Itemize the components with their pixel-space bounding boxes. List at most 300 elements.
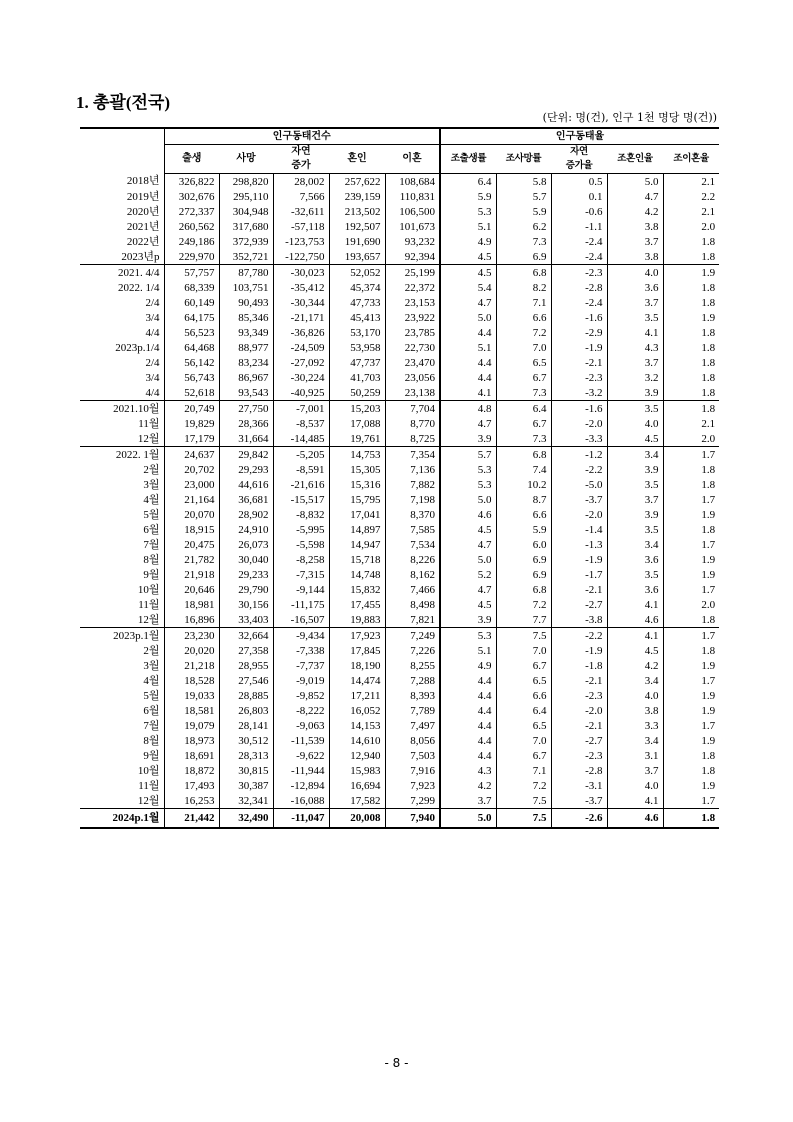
table-cell: 5.0	[440, 310, 496, 325]
table-cell: 4.3	[440, 763, 496, 778]
table-cell: -3.7	[551, 492, 607, 507]
table-cell: -8,832	[273, 507, 329, 522]
table-cell: 6.0	[496, 537, 551, 552]
table-cell: 21,918	[164, 567, 219, 582]
table-cell: 27,546	[219, 673, 273, 688]
table-cell: 15,832	[329, 582, 385, 597]
table-cell: 5.2	[440, 567, 496, 582]
table-cell: 56,523	[164, 325, 219, 340]
table-cell: 4.1	[607, 628, 663, 644]
table-row	[80, 582, 719, 597]
table-cell: -1.2	[551, 447, 607, 463]
table-cell: 3.9	[607, 385, 663, 401]
table-row	[80, 763, 719, 778]
table-cell: 1.7	[663, 793, 719, 809]
table-cell: 17,493	[164, 778, 219, 793]
table-cell: 4.7	[607, 189, 663, 204]
table-cell: 7,704	[385, 401, 440, 417]
table-cell: -122,750	[273, 249, 329, 265]
table-cell: 23,785	[385, 325, 440, 340]
table-cell: 25,199	[385, 265, 440, 281]
table-cell: 7,226	[385, 643, 440, 658]
table-cell: 2.1	[663, 416, 719, 431]
table-cell: 23,056	[385, 370, 440, 385]
table-cell: 5.1	[440, 643, 496, 658]
table-row	[80, 431, 719, 447]
row-label: 5월	[143, 689, 160, 702]
table-cell: 56,743	[164, 370, 219, 385]
table-cell: 3.3	[607, 718, 663, 733]
table-cell: 7,288	[385, 673, 440, 688]
table-cell: 19,079	[164, 718, 219, 733]
unit-note: (단위: 명(건), 인구 1천 명당 명(건))	[542, 111, 717, 124]
table-cell: 6.7	[496, 370, 551, 385]
table-cell: -0.6	[551, 204, 607, 219]
page-number: - 8 -	[384, 1056, 409, 1070]
table-cell: -5,205	[273, 447, 329, 463]
table-cell: 1.7	[663, 628, 719, 644]
table-cell: 1.8	[663, 748, 719, 763]
table-cell: 3.4	[607, 447, 663, 463]
row-label: 5월	[143, 508, 160, 521]
table-cell: 8.7	[496, 492, 551, 507]
table-cell: 28,885	[219, 688, 273, 703]
table-cell: 8,498	[385, 597, 440, 612]
table-cell: 3.9	[607, 462, 663, 477]
table-cell: 7,534	[385, 537, 440, 552]
table-cell: 14,748	[329, 567, 385, 582]
table-cell: 23,470	[385, 355, 440, 370]
table-cell: 19,033	[164, 688, 219, 703]
row-label: 11월	[138, 417, 160, 430]
table-row	[80, 567, 719, 582]
table-row	[80, 462, 719, 477]
table-cell: -1.6	[551, 310, 607, 325]
table-cell: 7,249	[385, 628, 440, 644]
table-cell: 17,179	[164, 431, 219, 447]
table-cell: 1.9	[663, 703, 719, 718]
table-cell: 4.6	[440, 507, 496, 522]
table-cell: 1.9	[663, 778, 719, 793]
table-cell: 6.4	[496, 703, 551, 718]
table-cell: -1.9	[551, 552, 607, 567]
table-row	[80, 280, 719, 295]
table-cell: 3.6	[607, 280, 663, 295]
table-cell: -9,852	[273, 688, 329, 703]
table-cell: -2.0	[551, 416, 607, 431]
table-cell: 4.4	[440, 355, 496, 370]
table-cell: 5.8	[496, 174, 551, 190]
row-label: 3월	[143, 659, 160, 672]
table-cell: 5.9	[496, 204, 551, 219]
table-cell: -5,598	[273, 537, 329, 552]
table-cell: 3.5	[607, 310, 663, 325]
table-cell: 4.5	[440, 249, 496, 265]
table-cell: -11,047	[273, 809, 329, 829]
row-label: 10월	[137, 764, 160, 777]
table-cell: 3.7	[607, 763, 663, 778]
table-cell: 2.0	[663, 431, 719, 447]
table-cell: -16,088	[273, 793, 329, 809]
table-row	[80, 628, 719, 644]
table-cell: -1.6	[551, 401, 607, 417]
table-cell: 23,153	[385, 295, 440, 310]
table-cell: 7.0	[496, 733, 551, 748]
table-cell: 7,503	[385, 748, 440, 763]
table-cell: 298,820	[219, 174, 273, 190]
column-header: 이혼	[385, 145, 440, 174]
table-cell: 5.7	[440, 447, 496, 463]
table-cell: 7,923	[385, 778, 440, 793]
table-cell: 45,413	[329, 310, 385, 325]
table-cell: -1.1	[551, 219, 607, 234]
table-cell: 4.7	[440, 537, 496, 552]
table-cell: 32,490	[219, 809, 273, 829]
column-header: 조출생률	[440, 145, 496, 174]
table-row	[80, 492, 719, 507]
table-cell: -5,995	[273, 522, 329, 537]
table-cell: 4.4	[440, 733, 496, 748]
table-cell: 24,910	[219, 522, 273, 537]
table-row	[80, 401, 719, 417]
column-header: 혼인	[329, 145, 385, 174]
table-cell: 7,940	[385, 809, 440, 829]
table-cell: -2.7	[551, 733, 607, 748]
table-cell: 260,562	[164, 219, 219, 234]
row-label: 2023p.1월	[80, 628, 164, 644]
table-cell: 5.3	[440, 462, 496, 477]
population-dynamics-table	[80, 127, 719, 829]
table-cell: 19,829	[164, 416, 219, 431]
table-cell: -57,118	[273, 219, 329, 234]
table-cell: 8,255	[385, 658, 440, 673]
table-cell: 1.8	[663, 370, 719, 385]
row-label: 2023p.1/4	[115, 341, 160, 354]
table-cell: 21,782	[164, 552, 219, 567]
table-cell: 1.8	[663, 763, 719, 778]
table-cell: 1.8	[663, 280, 719, 295]
table-cell: 3.8	[607, 219, 663, 234]
table-cell: 28,366	[219, 416, 273, 431]
row-label: 12월	[137, 794, 160, 807]
table-cell: 7.2	[496, 597, 551, 612]
table-cell: 52,618	[164, 385, 219, 401]
table-row	[80, 703, 719, 718]
table-cell: -27,092	[273, 355, 329, 370]
table-cell: -2.8	[551, 280, 607, 295]
table-cell: -21,616	[273, 477, 329, 492]
table-cell: 7.3	[496, 234, 551, 249]
row-label: 2023년p	[121, 250, 160, 263]
table-cell: -1.4	[551, 522, 607, 537]
table-cell: 2.2	[663, 189, 719, 204]
table-cell: 3.7	[607, 355, 663, 370]
table-cell: 28,141	[219, 718, 273, 733]
table-cell: 17,845	[329, 643, 385, 658]
table-cell: 23,138	[385, 385, 440, 401]
table-cell: 7.1	[496, 763, 551, 778]
table-cell: 295,110	[219, 189, 273, 204]
table-cell: 3.6	[607, 582, 663, 597]
table-row	[80, 447, 719, 463]
table-row	[80, 385, 719, 401]
table-cell: 6.5	[496, 673, 551, 688]
table-row	[80, 507, 719, 522]
table-row	[80, 612, 719, 628]
table-cell: 44,616	[219, 477, 273, 492]
table-cell: 30,040	[219, 552, 273, 567]
table-cell: 17,455	[329, 597, 385, 612]
table-row	[80, 688, 719, 703]
table-cell: 1.7	[663, 673, 719, 688]
table-cell: 28,902	[219, 507, 273, 522]
table-cell: 52,052	[329, 265, 385, 281]
table-cell: 20,020	[164, 643, 219, 658]
table-cell: 16,694	[329, 778, 385, 793]
table-cell: 1.7	[663, 492, 719, 507]
table-cell: 7,497	[385, 718, 440, 733]
table-cell: 20,070	[164, 507, 219, 522]
table-cell: -2.0	[551, 507, 607, 522]
table-cell: 1.8	[663, 295, 719, 310]
table-cell: 5.0	[440, 492, 496, 507]
table-cell: -3.8	[551, 612, 607, 628]
table-row	[80, 733, 719, 748]
table-cell: 6.6	[496, 310, 551, 325]
table-cell: 326,822	[164, 174, 219, 190]
row-label: 8월	[143, 734, 160, 747]
table-cell: 18,973	[164, 733, 219, 748]
row-label: 11월	[138, 598, 160, 611]
table-cell: 7,354	[385, 447, 440, 463]
table-row	[80, 793, 719, 809]
table-cell: 5.3	[440, 477, 496, 492]
table-cell: 18,528	[164, 673, 219, 688]
table-cell: 3.9	[440, 612, 496, 628]
table-cell: 4.0	[607, 778, 663, 793]
table-cell: 6.7	[496, 416, 551, 431]
table-cell: 19,883	[329, 612, 385, 628]
table-cell: 15,316	[329, 477, 385, 492]
table-cell: 92,394	[385, 249, 440, 265]
table-cell: 19,761	[329, 431, 385, 447]
total-row	[80, 809, 719, 829]
table-cell: 30,156	[219, 597, 273, 612]
table-cell: -7,737	[273, 658, 329, 673]
table-cell: 18,691	[164, 748, 219, 763]
table-cell: 8,725	[385, 431, 440, 447]
row-label: 2020년	[126, 205, 160, 218]
table-cell: 3.5	[607, 401, 663, 417]
table-cell: 7,789	[385, 703, 440, 718]
table-row	[80, 673, 719, 688]
table-cell: -15,517	[273, 492, 329, 507]
table-cell: 4.4	[440, 673, 496, 688]
column-header: 조이혼율	[663, 145, 719, 174]
table-cell: 4.5	[607, 643, 663, 658]
table-cell: 103,751	[219, 280, 273, 295]
table-cell: 26,073	[219, 537, 273, 552]
table-cell: 7,466	[385, 582, 440, 597]
table-cell: 15,983	[329, 763, 385, 778]
row-label: 9월	[143, 749, 160, 762]
table-cell: 93,543	[219, 385, 273, 401]
table-cell: 4.1	[607, 597, 663, 612]
table-cell: 14,753	[329, 447, 385, 463]
table-cell: -40,925	[273, 385, 329, 401]
table-cell: -1.8	[551, 658, 607, 673]
table-cell: 10.2	[496, 477, 551, 492]
table-cell: -8,591	[273, 462, 329, 477]
table-cell: 24,637	[164, 447, 219, 463]
table-cell: 7,299	[385, 793, 440, 809]
table-cell: 87,780	[219, 265, 273, 281]
table-cell: 23,230	[164, 628, 219, 644]
table-cell: 6.5	[496, 718, 551, 733]
table-cell: -2.2	[551, 462, 607, 477]
table-cell: 106,500	[385, 204, 440, 219]
table-cell: -2.4	[551, 234, 607, 249]
row-label: 4/4	[145, 326, 160, 339]
table-cell: 17,582	[329, 793, 385, 809]
table-cell: 1.9	[663, 733, 719, 748]
table-cell: 302,676	[164, 189, 219, 204]
row-label: 7월	[143, 538, 160, 551]
table-cell: 7.2	[496, 325, 551, 340]
row-label: 9월	[143, 568, 160, 581]
group-header-counts: 인구동태건수	[164, 128, 440, 145]
table-cell: 31,664	[219, 431, 273, 447]
table-cell: 6.7	[496, 748, 551, 763]
table-cell: 1.8	[663, 385, 719, 401]
table-cell: 304,948	[219, 204, 273, 219]
table-cell: 3.7	[440, 793, 496, 809]
table-cell: 5.1	[440, 219, 496, 234]
table-cell: 3.1	[607, 748, 663, 763]
table-cell: 14,153	[329, 718, 385, 733]
row-label: 3/4	[145, 371, 160, 384]
row-label: 6월	[143, 704, 160, 717]
table-cell: 17,041	[329, 507, 385, 522]
table-cell: 22,730	[385, 340, 440, 355]
table-row	[80, 552, 719, 567]
table-cell: 4.4	[440, 748, 496, 763]
table-cell: 28,313	[219, 748, 273, 763]
table-cell: -2.9	[551, 325, 607, 340]
table-cell: 191,690	[329, 234, 385, 249]
row-label: 12월	[137, 432, 160, 445]
table-cell: 1.9	[663, 507, 719, 522]
table-cell: 1.9	[663, 658, 719, 673]
table-cell: 8,226	[385, 552, 440, 567]
table-cell: 372,939	[219, 234, 273, 249]
table-cell: 16,052	[329, 703, 385, 718]
table-cell: 41,703	[329, 370, 385, 385]
table-cell: 1.8	[663, 462, 719, 477]
table-cell: -8,258	[273, 552, 329, 567]
table-cell: 7,136	[385, 462, 440, 477]
table-cell: 6.9	[496, 552, 551, 567]
table-cell: 2.0	[663, 597, 719, 612]
table-cell: 93,349	[219, 325, 273, 340]
table-cell: -9,144	[273, 582, 329, 597]
table-cell: 6.8	[496, 447, 551, 463]
column-header: 자연 증가	[273, 145, 329, 174]
table-cell: 4.0	[607, 265, 663, 281]
table-cell: 20,749	[164, 401, 219, 417]
table-cell: 30,815	[219, 763, 273, 778]
row-label: 2월	[143, 463, 160, 476]
table-cell: -8,222	[273, 703, 329, 718]
table-cell: 85,346	[219, 310, 273, 325]
table-cell: -7,315	[273, 567, 329, 582]
table-cell: 30,387	[219, 778, 273, 793]
table-cell: 1.9	[663, 310, 719, 325]
table-cell: 4.1	[607, 325, 663, 340]
table-cell: 57,757	[164, 265, 219, 281]
table-cell: 26,803	[219, 703, 273, 718]
table-cell: 86,967	[219, 370, 273, 385]
row-label: 3월	[143, 478, 160, 491]
table-cell: 6.6	[496, 688, 551, 703]
table-cell: 3.7	[607, 492, 663, 507]
table-cell: 1.9	[663, 552, 719, 567]
table-row	[80, 265, 719, 281]
row-label: 4월	[143, 493, 160, 506]
table-cell: 14,610	[329, 733, 385, 748]
table-cell: 17,923	[329, 628, 385, 644]
table-cell: 18,981	[164, 597, 219, 612]
table-cell: -14,485	[273, 431, 329, 447]
column-header: 출생	[164, 145, 219, 174]
row-label: 2019년	[126, 190, 160, 203]
table-cell: 8,056	[385, 733, 440, 748]
table-cell: 5.0	[440, 809, 496, 829]
table-cell: 14,947	[329, 537, 385, 552]
table-cell: 15,718	[329, 552, 385, 567]
table-cell: -11,944	[273, 763, 329, 778]
table-cell: 6.6	[496, 507, 551, 522]
table-cell: -2.3	[551, 370, 607, 385]
table-row	[80, 537, 719, 552]
table-cell: 1.8	[663, 355, 719, 370]
table-cell: -1.9	[551, 340, 607, 355]
table-cell: 28,002	[273, 174, 329, 190]
table-cell: -9,019	[273, 673, 329, 688]
table-cell: -1.3	[551, 537, 607, 552]
table-cell: 18,190	[329, 658, 385, 673]
table-cell: 7.0	[496, 340, 551, 355]
table-cell: 88,977	[219, 340, 273, 355]
table-cell: 317,680	[219, 219, 273, 234]
table-row	[80, 325, 719, 340]
table-cell: 7.3	[496, 385, 551, 401]
table-cell: 1.8	[663, 809, 719, 829]
table-cell: 29,842	[219, 447, 273, 463]
table-cell: 7,566	[273, 189, 329, 204]
table-cell: 1.9	[663, 265, 719, 281]
table-row	[80, 718, 719, 733]
table-row	[80, 219, 719, 234]
table-cell: 83,234	[219, 355, 273, 370]
table-cell: 1.7	[663, 718, 719, 733]
table-cell: 20,702	[164, 462, 219, 477]
table-cell: 3.7	[607, 234, 663, 249]
table-cell: 4.7	[440, 582, 496, 597]
table-cell: 7.7	[496, 612, 551, 628]
table-cell: 4.4	[440, 325, 496, 340]
table-cell: 8,370	[385, 507, 440, 522]
